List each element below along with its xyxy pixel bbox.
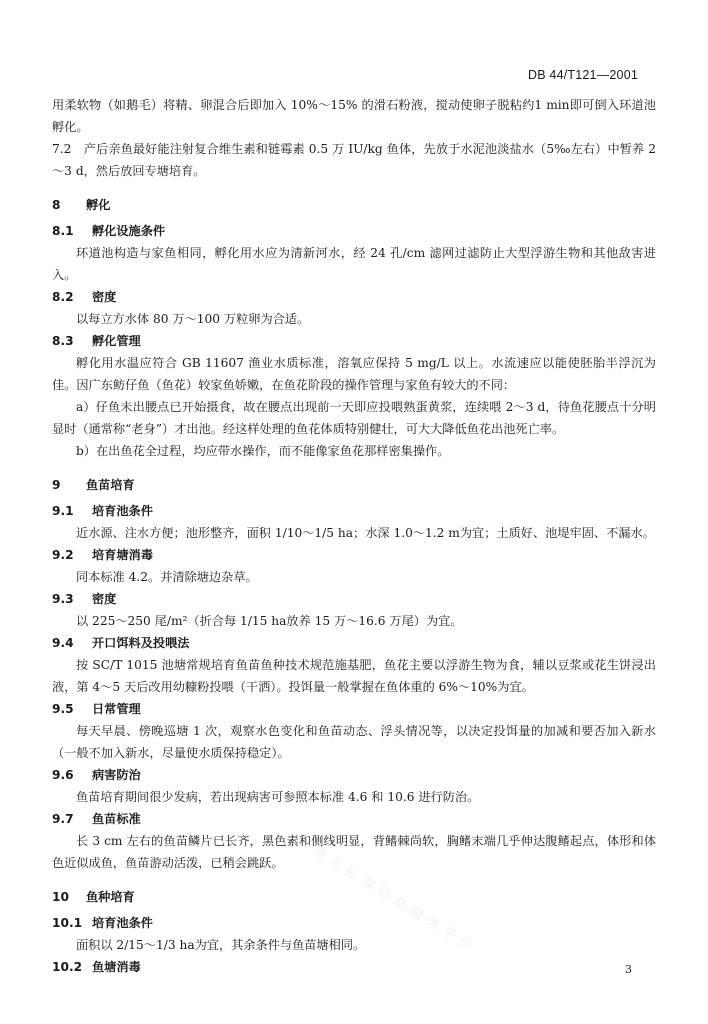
section-number: 9.5 [52, 702, 74, 716]
paragraph: 以 225～250 尾/m²（折合每 1/15 ha放养 15 万～16.6 万尾）为宜。 [76, 614, 463, 628]
section-number: 9.1 [52, 504, 74, 518]
section-heading [52, 886, 656, 908]
subsection-heading [52, 698, 656, 720]
section-title: 孵化 [86, 198, 111, 212]
section-title: 开口饵料及投喂法 [92, 636, 190, 650]
section-number: 9.4 [52, 636, 74, 650]
section-title: 鱼种培育 [86, 890, 135, 904]
paragraph: 同本标准 4.2。并清除塘边杂草。 [76, 570, 258, 584]
subsection-heading [52, 808, 656, 830]
subsection-heading [52, 330, 656, 352]
paragraph: 按 SC/T 1015 池塘常规培育鱼苗鱼种技术规范施基肥，鱼花主要以浮游生物为食，辅以豆浆或花生饼浸出液，第 4～5 天后改用幼糠粉投喂（干洒）。投饵量一般掌握在鱼体重的 6%～10%为宜。 [52, 658, 656, 694]
document-body [52, 94, 656, 978]
section-number: 10 [52, 890, 69, 904]
subsection-heading [52, 544, 656, 566]
section-number: 8.3 [52, 334, 74, 348]
paragraph: 每天早晨、傍晚巡塘 1 次，观察水色变化和鱼苗动态、浮头情况等，以决定投饵量的加减和要否加入新水（一般不加入新水，尽量使水质保持稳定）。 [52, 724, 656, 760]
section-heading [52, 474, 656, 496]
section-number: 9.6 [52, 768, 74, 782]
page-number: 3 [625, 963, 632, 976]
section-title: 培育池条件 [92, 916, 153, 930]
section-heading [52, 194, 656, 216]
paragraph: 用柔软物（如鹅毛）将精、卵混合后即加入 10%～15% 的滑石粉液，搅动使卵子脱粘约1 min即可倒入环道池孵化。 [52, 98, 656, 134]
section-number: 9 [52, 478, 61, 492]
paragraph: 近水源、注水方便；池形整齐，面积 1/10～1/5 ha；水深 1.0～1.2 m为宜；土质好、池堤牢固、不漏水。 [76, 526, 655, 540]
section-title: 鱼苗培育 [86, 478, 135, 492]
section-title: 孵化管理 [92, 334, 141, 348]
subsection-heading [52, 764, 656, 786]
subsection-heading [52, 956, 656, 978]
paragraph: 以每立方水体 80 万～100 万粒卵为合适。 [76, 312, 310, 326]
section-number: 10.2 [52, 960, 83, 974]
section-title: 日常管理 [92, 702, 141, 716]
subsection-heading [52, 286, 656, 308]
section-title: 密度 [92, 592, 117, 606]
section-title: 培育池条件 [92, 504, 153, 518]
paragraph: a）仔鱼未出腰点已开始摄食，故在腰点出现前一天即应投喂熟蛋黄浆，连续喂 2～3 d，待鱼花腰点十分明显时（通常称“老身”）才出池。经这样处理的鱼花体质特别健壮，可大大降低鱼花出池死亡率。 [52, 400, 656, 436]
subsection-heading [52, 912, 656, 934]
section-number: 9.7 [52, 812, 74, 826]
section-title: 密度 [92, 290, 117, 304]
section-title: 孵化设施条件 [92, 224, 166, 238]
section-number: 8.1 [52, 224, 74, 238]
section-title: 鱼塘消毒 [92, 960, 141, 974]
section-number: 10.1 [52, 916, 83, 930]
section-title: 鱼苗标准 [92, 812, 141, 826]
paragraph: 孵化用水温应符合 GB 11607 渔业水质标准，溶氧应保持 5 mg/L 以上。水流速应以能使胚胎半浮沉为佳。因广东鲂仔鱼（鱼花）较家鱼娇嫩，在鱼花阶段的操作管理与家鱼有较大的不同： [52, 356, 656, 392]
section-number: 8.2 [52, 290, 74, 304]
subsection-heading [52, 220, 656, 242]
paragraph: 面积以 2/15～1/3 ha为宜，其余条件与鱼苗塘相同。 [76, 938, 366, 952]
subsection-heading [52, 500, 656, 522]
section-title: 培育塘消毒 [92, 548, 153, 562]
subsection-heading [52, 588, 656, 610]
section-number: 9.3 [52, 592, 74, 606]
paragraph: 7.2 产后亲鱼最好能注射复合维生素和链霉素 0.5 万 IU/kg 鱼体，先放于水泥池淡盐水（5‰左右）中暂养 2～3 d，然后放回专塘培育。 [52, 142, 656, 178]
section-number: 9.2 [52, 548, 74, 562]
paragraph: b）在出鱼花全过程，均应带水操作，而不能像家鱼花那样密集操作。 [76, 444, 450, 458]
standard-code: DB 44/T121—2001 [527, 68, 638, 82]
section-number: 8 [52, 198, 61, 212]
watermark: 地方标准信息服务平台 [309, 843, 480, 957]
subsection-heading [52, 632, 656, 654]
paragraph: 环道池构造与家鱼相同，孵化用水应为清新河水，经 24 孔/cm 滤网过滤防止大型浮游生物和其他敌害进入。 [52, 246, 656, 282]
section-title: 病害防治 [92, 768, 141, 782]
paragraph: 鱼苗培育期间很少发病，若出现病害可参照本标准 4.6 和 10.6 进行防治。 [76, 790, 480, 804]
paragraph: 长 3 cm 左右的鱼苗鳞片已长齐，黑色素和侧线明显，背鳍棘尚软，胸鳍末端几乎伸达腹鳍起点，体形和体色近似成鱼，鱼苗游动活泼，已稍会跳跃。 [52, 834, 656, 870]
